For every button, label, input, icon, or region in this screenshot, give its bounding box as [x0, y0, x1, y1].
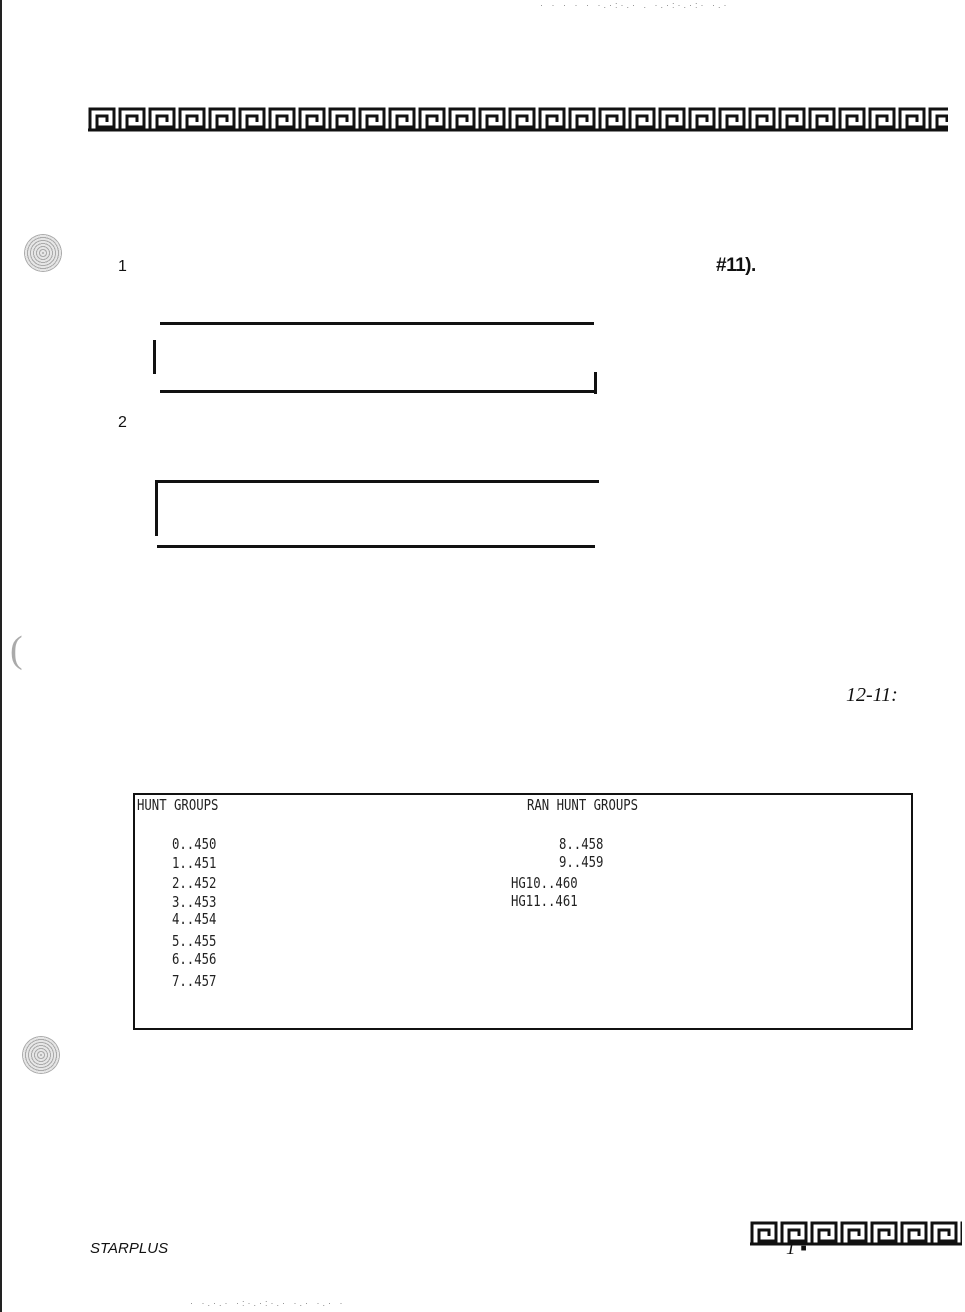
hunt-group-row: 4..454	[172, 910, 217, 928]
footer-page-number: 1 ▪	[786, 1238, 807, 1259]
ran-hunt-groups-title: RAN HUNT GROUPS	[527, 796, 639, 814]
reference-fragment: #11).	[716, 255, 756, 276]
box1-bottom-rule	[160, 390, 596, 393]
hunt-groups-screen	[133, 793, 913, 1030]
step-number-2: 2	[118, 414, 127, 431]
box2-left-rule	[155, 482, 158, 536]
hunt-group-row: 1..451	[172, 854, 217, 872]
punch-hole-top	[24, 234, 62, 272]
hunt-groups-title: HUNT GROUPS	[137, 796, 219, 814]
hunt-group-row: 7..457	[172, 972, 217, 990]
footer-product-name: STARPLUS	[90, 1240, 169, 1257]
scan-margin-mark: (	[10, 629, 23, 671]
box2-bottom-rule	[157, 545, 595, 548]
ran-hunt-group-row: 9..459	[559, 853, 604, 871]
page-reference: 12-11:	[846, 684, 898, 706]
scan-speckle-bottom: · ·.·.· ·:·.·:·.· ·.· ·.· ·	[190, 1298, 346, 1308]
ran-hunt-group-row: HG11..461	[511, 892, 578, 910]
box2-top-rule	[155, 480, 599, 483]
page-left-edge	[0, 0, 2, 1312]
hunt-group-row: 2..452	[172, 874, 217, 892]
step-number-1: 1	[118, 258, 127, 275]
box1-top-rule	[160, 322, 594, 325]
punch-hole-bottom	[22, 1036, 60, 1074]
scan-speckle-top: · · · · · ·.·:·.· . ·.·:·.·:· ·.·	[540, 0, 730, 10]
hunt-group-row: 5..455	[172, 932, 217, 950]
ran-hunt-group-row: 8..458	[559, 835, 604, 853]
hunt-group-row: 3..453	[172, 893, 217, 911]
hunt-group-row: 0..450	[172, 835, 217, 853]
box1-left-tick	[153, 340, 156, 374]
greek-key-border-top	[88, 106, 948, 132]
greek-key-border-bottom	[750, 1220, 962, 1246]
ran-hunt-group-row: HG10..460	[511, 874, 578, 892]
hunt-group-row: 6..456	[172, 950, 217, 968]
box1-right-tick	[594, 372, 597, 394]
